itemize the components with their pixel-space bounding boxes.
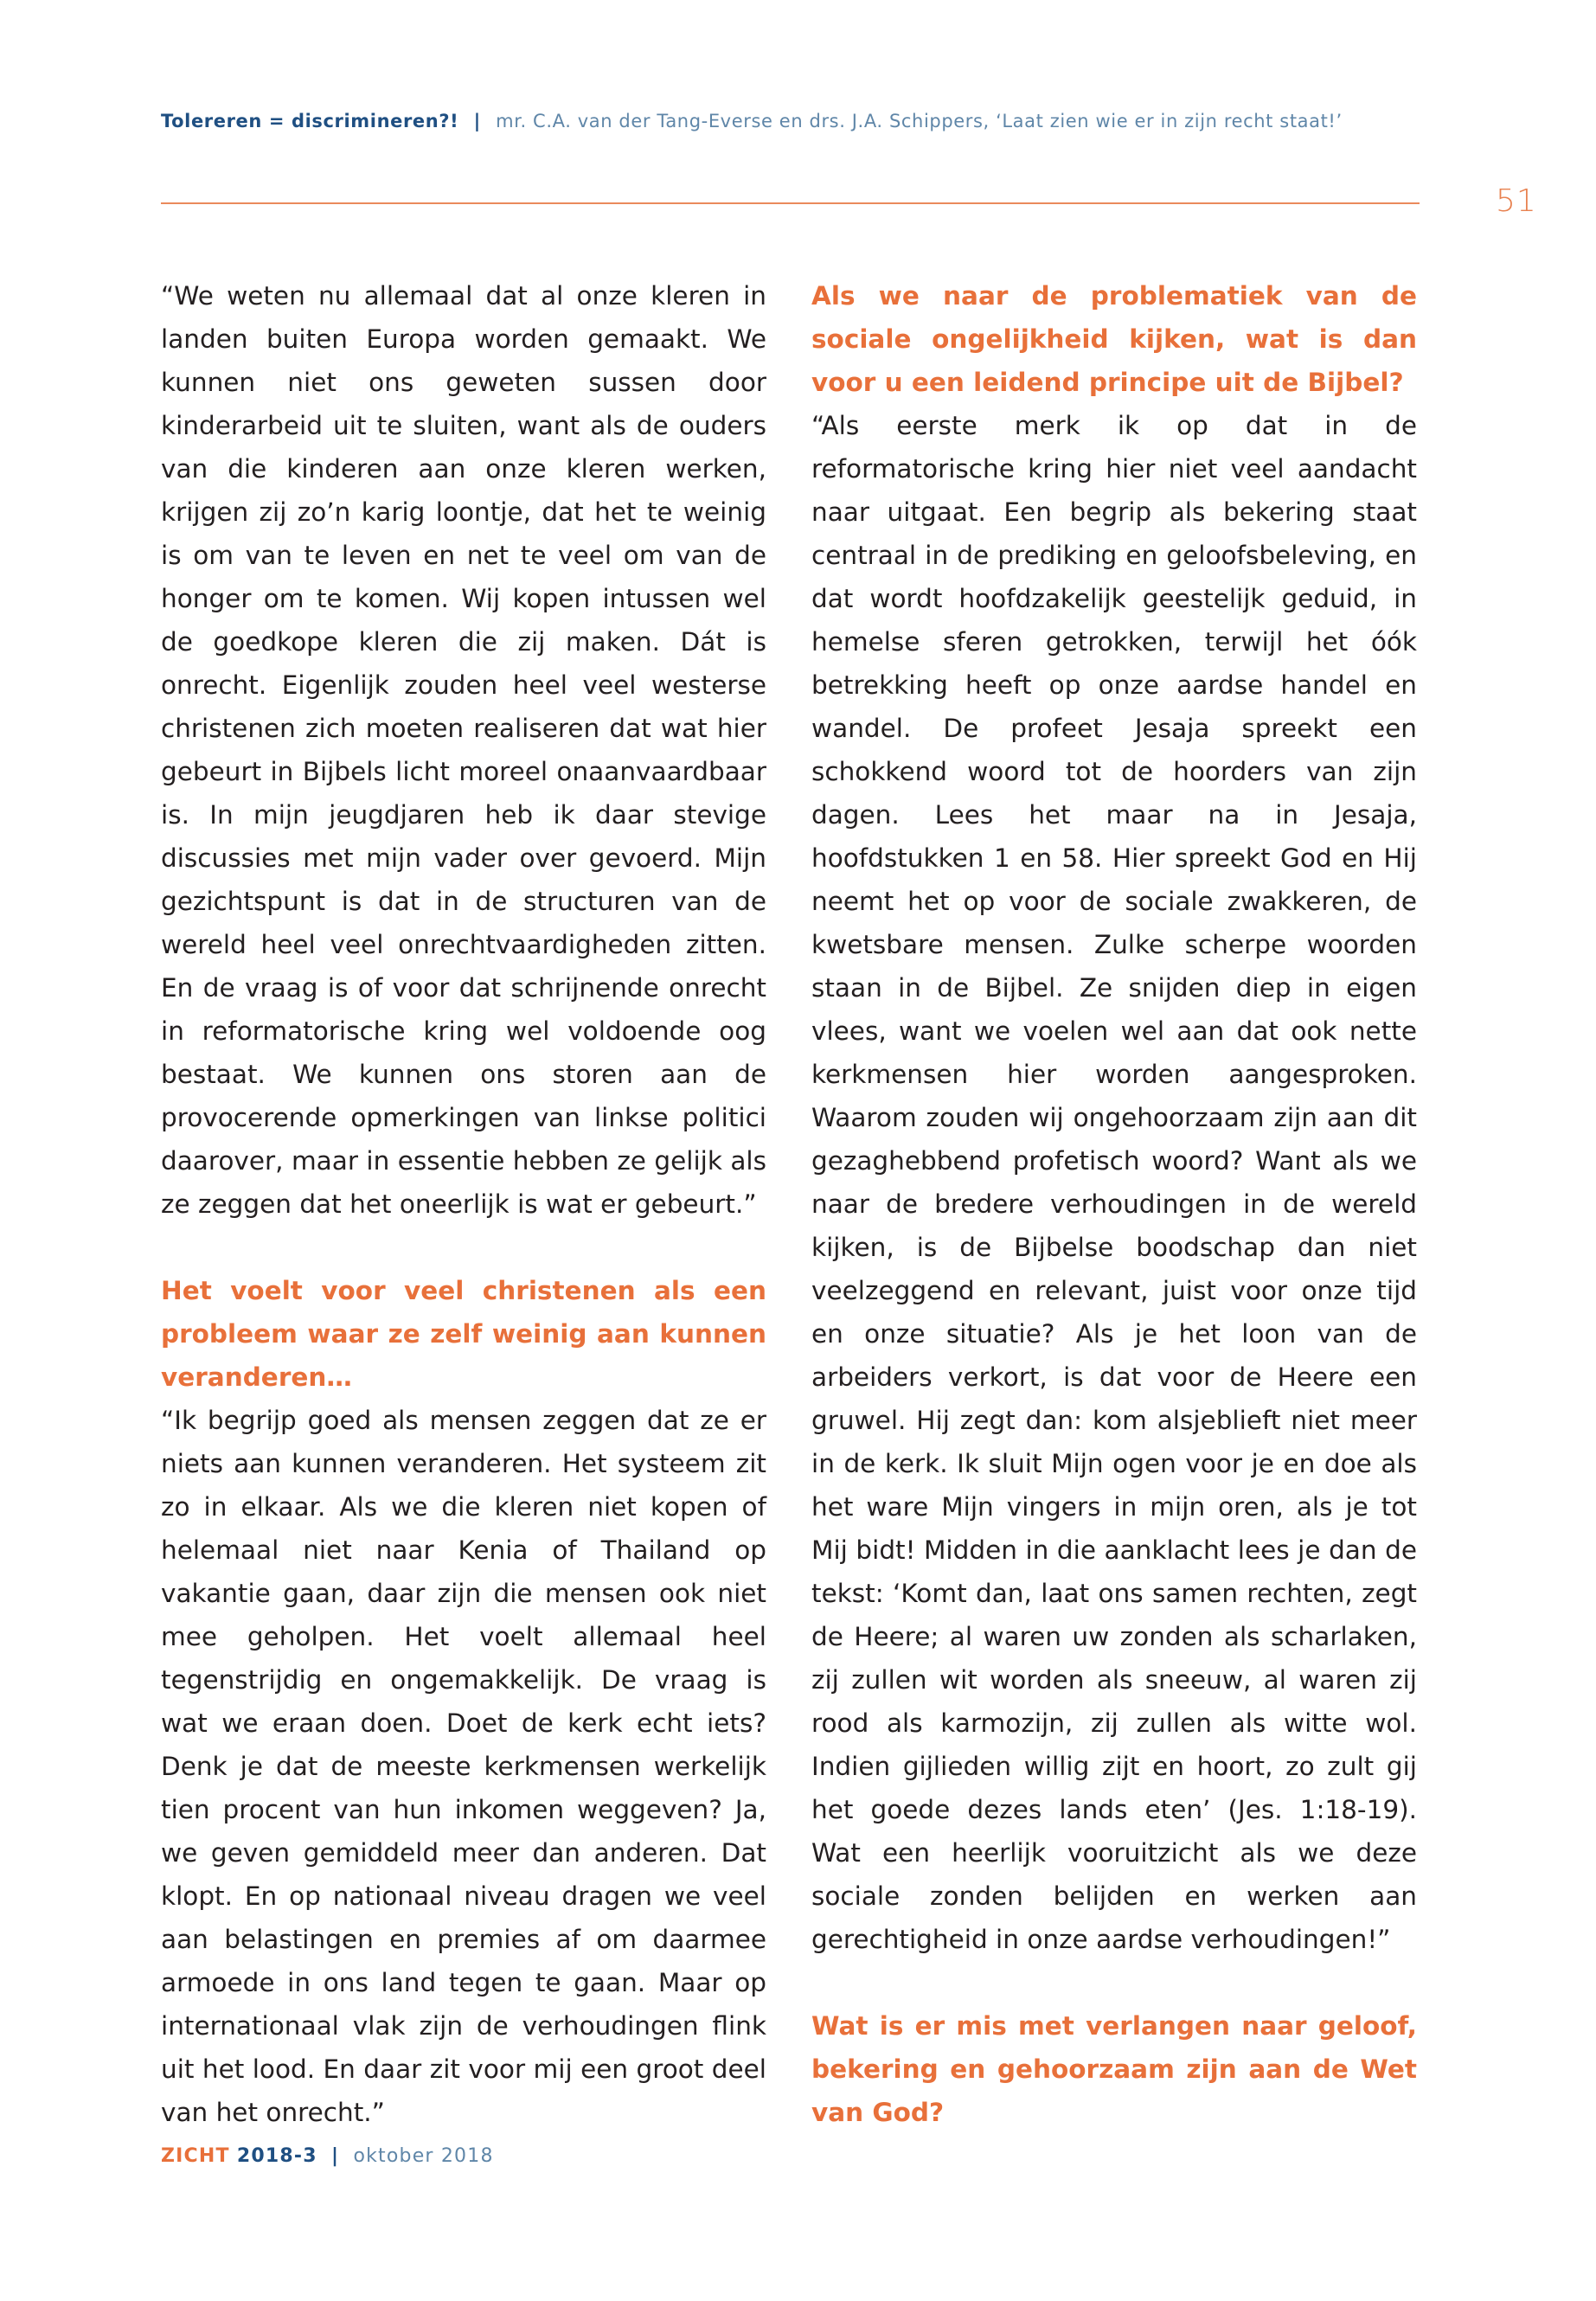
footer-separator: | <box>330 2145 340 2167</box>
body-paragraph: “We weten nu allemaal dat al onze kleren in landen buiten Europa worden gemaakt. We kunnen niet ons geweten sussen door kinderarbeid uit te sluiten, want als de ouders van die kinderen aan onze kleren werken, krijgen zij zo’n karig loontje, dat het te weinig is om van te leven en net te veel om van de honger om te komen. Wij kopen intussen wel de goedkope kleren die zij maken. Dát is onrecht. Eigenlijk zouden heel veel westerse christenen zich moeten realiseren dat wat hier gebeurt in Bijbels licht moreel onaanvaardbaar is. In mijn jeugdjaren heb ik daar stevige discussies met mijn vader over gevoerd. Mijn gezichtspunt is dat in de structuren van de wereld heel veel onrechtvaardigheden zitten. En de vraag is of voor dat schrijnende onrecht in reformatorische kring wel voldoende oog bestaat. We kunnen ons storen aan de provocerende opmerkingen van linkse politici daarover, maar in essentie hebben ze gelijk als ze zeggen dat het oneerlijk is wat er gebeurt.” <box>161 281 766 1219</box>
interview-question: Het voelt voor veel christenen als een probleem waar ze zelf weinig aan kunnen veranderen… <box>161 1276 766 1392</box>
running-head <box>161 111 1424 131</box>
paragraph-gap <box>811 1961 1417 2004</box>
interview-question: Wat is er mis met verlangen naar geloof, bekering en gehoorzaam zijn aan de Wet van God? <box>811 2011 1417 2127</box>
series-title: Tolereren = discrimineren?! <box>161 111 459 131</box>
header-separator: | <box>473 111 481 131</box>
left-column <box>161 274 766 2134</box>
issue-number: 2018-3 <box>236 2145 317 2167</box>
interview-question: Als we naar de problematiek van de sociale ongelijkheid kijken, wat is dan voor u een leidend principe uit de Bijbel? <box>811 281 1417 397</box>
issue-date: oktober 2018 <box>353 2145 494 2167</box>
header-rule <box>161 202 1420 204</box>
page-footer <box>161 2145 494 2167</box>
paragraph-gap <box>161 1226 766 1269</box>
magazine-name: ZICHT <box>161 2145 230 2167</box>
body-paragraph: “Als eerste merk ik op dat in de reformatorische kring hier niet veel aandacht naar uitgaat. Een begrip als bekering staat centraal in de prediking en geloofsbeleving, en dat wordt hoofdzakelijk geestelijk geduid, in hemelse sferen getrokken, terwijl het óók betrekking heeft op onze aardse handel en wandel. De profeet Jesaja spreekt een schokkend woord tot de hoorders van zijn dagen. Lees het maar na in Jesaja, hoofdstukken 1 en 58. Hier spreekt God en Hij neemt het op voor de sociale zwakkeren, de kwetsbare mensen. Zulke scherpe woorden staan in de Bijbel. Ze snijden diep in eigen vlees, want we voelen wel aan dat ook nette kerkmensen hier worden aangesproken. Waarom zouden wij ongehoorzaam zijn aan dit gezaghebbend profetisch woord? Want als we naar de bredere verhoudingen in de wereld kijken, is de Bijbelse boodschap dan niet veelzeggend en relevant, juist voor onze tijd en onze situatie? Als je het loon van de arbeiders verkort, is dat voor de Heere een gruwel. Hij zegt dan: kom alsjeblieft niet meer in de kerk. Ik sluit Mijn ogen voor je en doe als het ware Mijn vingers in mijn oren, als je tot Mij bidt! Midden in die aanklacht lees je dan de tekst: ‘Komt dan, laat ons samen rechten, zegt de Heere; al waren uw zonden als scharlaken, zij zullen wit worden als sneeuw, al waren zij rood als karmozijn, zij zullen als witte wol. Indien gijlieden willig zijt en hoort, zo zult gij het goede dezes lands eten’ (Jes. 1:18-19). Wat een heerlijk vooruitzicht als we deze sociale zonden belijden en werken aan gerechtigheid in onze aardse verhoudingen!” <box>811 411 1417 1954</box>
body-paragraph: “Ik begrijp goed als mensen zeggen dat ze er niets aan kunnen veranderen. Het systeem zit zo in elkaar. Als we die kleren niet kopen of helemaal niet naar Kenia of Thailand op vakantie gaan, daar zijn die mensen ook niet mee geholpen. Het voelt allemaal heel tegenstrijdig en ongemakkelijk. De vraag is wat we eraan doen. Doet de kerk echt iets? Denk je dat de meeste kerkmensen werkelijk tien procent van hun inkomen weggeven? Ja, we geven gemiddeld meer dan anderen. Dat klopt. En op nationaal niveau dragen we veel aan belastingen en premies af om daarmee armoede in ons land tegen te gaan. Maar op internationaal vlak zijn de verhoudingen flink uit het lood. En daar zit voor mij een groot deel van het onrecht.” <box>161 1406 766 2127</box>
right-column <box>811 274 1417 2134</box>
article-byline: mr. C.A. van der Tang-Everse en drs. J.A. Schippers, ‘Laat zien wie er in zijn recht staat!’ <box>496 111 1343 131</box>
page-number: 51 <box>1496 183 1537 219</box>
